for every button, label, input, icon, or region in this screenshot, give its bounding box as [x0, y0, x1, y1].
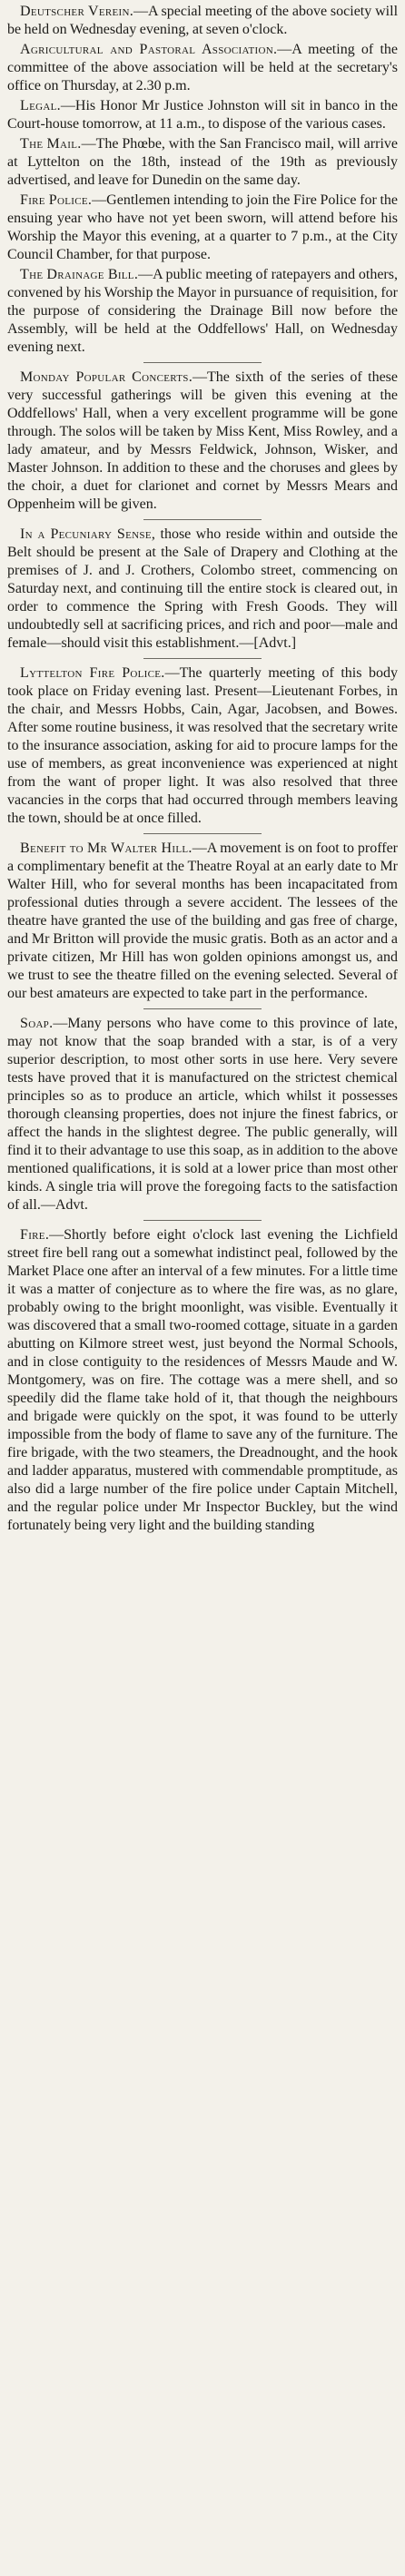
- article-the-mail: [7, 135, 398, 190]
- article-headline: The Drainage Bill.: [20, 267, 139, 282]
- article-agricultural-association: [7, 41, 398, 95]
- article-body: —The sixth of the series of these very successful gatherings will be given this evening at the Oddfellows' Hall, when a very excellent programme will be gone through. The solos will be taken by Miss Kent, Miss Rowley, and a lady amateur, and by Messrs Feldwick, Johnson, Wisker, and Master Johnson. In addition to these and the choruses and glees by the choir, a duet for clarionet and cornet by Messrs Mears and Oppenheim will be given.: [7, 369, 399, 512]
- article-headline: In a Pecuniary Sense,: [20, 526, 156, 542]
- article-body: —A public meeting of ratepayers and others, convened by his Worship the Mayor in pursuance of requisition, for the purpose of considering the Drainage Bill now before the Assembly, will be held at the Oddfellows' Hall, on Wednesday evening next.: [7, 267, 398, 355]
- section-divider: [143, 658, 262, 659]
- section-divider: [143, 519, 262, 520]
- article-drainage-bill: [7, 266, 398, 357]
- section-divider: [143, 1220, 262, 1221]
- article-headline: Lyttelton Fire Police.: [20, 665, 165, 681]
- article-headline: Legal.: [20, 98, 61, 113]
- article-body: —A meeting of the committee of the above association will be held at the secretary's office on Thursday, at 2.30 p.m.: [7, 42, 398, 93]
- section-divider: [143, 362, 262, 363]
- article-legal: [7, 97, 398, 133]
- article-headline: Benefit to Mr Walter Hill.: [20, 841, 193, 856]
- article-body: —Shortly before eight o'clock last evening the Lichfield street fire bell rang out a somewhat indistinct peal, followed by the Market Place one after an interval of a few minutes. For a little time it was a matter of conjecture as to where the fire was, as no glare, probably owing to the bright moonlight, was visible. Eventually it was discovered that a small two-roomed cottage, situate in a garden abutting on Kilmore street west, just beyond the Normal Schools, and in close contiguity to the residences of Messrs Maude and W. Montgomery, was on fire. The cottage was a mere shell, and so speedily did the flame take hold of it, that though the neighbours and brigade were quickly on the spot, it was found to be utterly impossible from the body of flame to save any of the furniture. The fire brigade, with the two steamers, the Dreadnought, and the hook and ladder apparatus, mustered with commendable promptitude, as also did a large number of the fire police under Captain Mitchell, and the regular police under Mr Inspector Buckley, but the wind fortunately being very light and the building standing: [7, 1227, 398, 1533]
- article-popular-concerts: [7, 369, 398, 514]
- article-body: —The Phœbe, with the San Francisco mail, will arrive at Lyttelton on the 18th, instead of the 19th as previously advertised, and leave for Dunedin on the same day.: [7, 136, 398, 188]
- article-lyttelton-fire-police: [7, 664, 398, 828]
- article-headline: Monday Popular Concerts.: [20, 369, 193, 385]
- article-body: —His Honor Mr Justice Johnston will sit in banco in the Court-house tomorrow, at 11 a.m., to dispose of the various cases.: [7, 98, 398, 132]
- article-body: —The quarterly meeting of this body took place on Friday evening last. Present—Lieutenant Forbes, in the chair, and Messrs Hobbs, Cain, Agar, Jacobsen, and Bowes. After some routine business, it was resolved that the secretary write to the insurance association, asking for aid to procure lamps for the use of members, as great inconvenience was experienced at night from the want of proper light. It was also resolved that three vacancies in the corps that had occurred through members leaving the town, should be at once filled.: [7, 665, 398, 826]
- article-pecuniary-sense: [7, 526, 398, 653]
- article-body: —A special meeting of the above society will be held on Wednesday evening, at seven o'clock.: [7, 4, 399, 37]
- article-fire: [7, 1226, 398, 1535]
- article-headline: Soap.: [20, 1016, 54, 1031]
- article-deutscher-verein: [7, 3, 398, 39]
- article-body: —A movement is on foot to proffer a complimentary benefit at the Theatre Royal at an early date to Mr Walter Hill, who for several months has been incapacitated from professional duties through a severe accident. The lessees of the theatre have granted the use of the building and gas free of charge, and Mr Britton will provide the music gratis. Both as an actor and a private citizen, Mr Hill has won golden opinions amongst us, and we trust to see the theatre filled on the evening selected. Several of our best amateurs are expected to take part in the performance.: [7, 841, 399, 1001]
- article-headline: Agricultural and Pastoral Association.: [20, 42, 278, 57]
- article-headline: Fire.: [20, 1227, 50, 1243]
- article-headline: Fire Police.: [20, 192, 93, 208]
- article-body: those who reside within and outside the Belt should be present at the Sale of Drapery and Clothing at the premises of J. and J. Crothers, Colombo street, commencing on Saturday next, and continuing till the entire stock is cleared out, in order to commence the Spring with Fresh Goods. They will undoubtedly sell at sacrificing prices, and rich and poor—male and female—should visit this establishment.—[Advt.]: [7, 526, 398, 651]
- section-divider: [143, 1008, 262, 1009]
- article-fire-police: [7, 192, 398, 264]
- section-divider: [143, 833, 262, 834]
- article-headline: Deutscher Verein.: [20, 4, 134, 19]
- article-body: —Many persons who have come to this province of late, may not know that the soap branded with a star, is of a very superior description, to most other sorts in use here. Very severe tests have proved that it is manufactured on the strictest chemical principles so as to produce an article, which whilst it possesses thorough cleansing properties, does not injure the finest fabrics, or affect the hands in the slightest degree. The public generally, will find it to their advantage to use this soap, as in addition to the above mentioned qualifications, it is sold at a lower price than most other kinds. A single tria will prove the foregoing facts to the satisfaction of all.—Advt.: [7, 1016, 398, 1213]
- article-body: —Gentlemen intending to join the Fire Police for the ensuing year who have not yet been sworn, will attend before his Worship the Mayor this evening, at a quarter to 7 p.m., at the City Council Chamber, for that purpose.: [7, 192, 399, 262]
- article-headline: The Mail.: [20, 136, 82, 152]
- article-soap: [7, 1015, 398, 1214]
- article-walter-hill-benefit: [7, 840, 398, 1003]
